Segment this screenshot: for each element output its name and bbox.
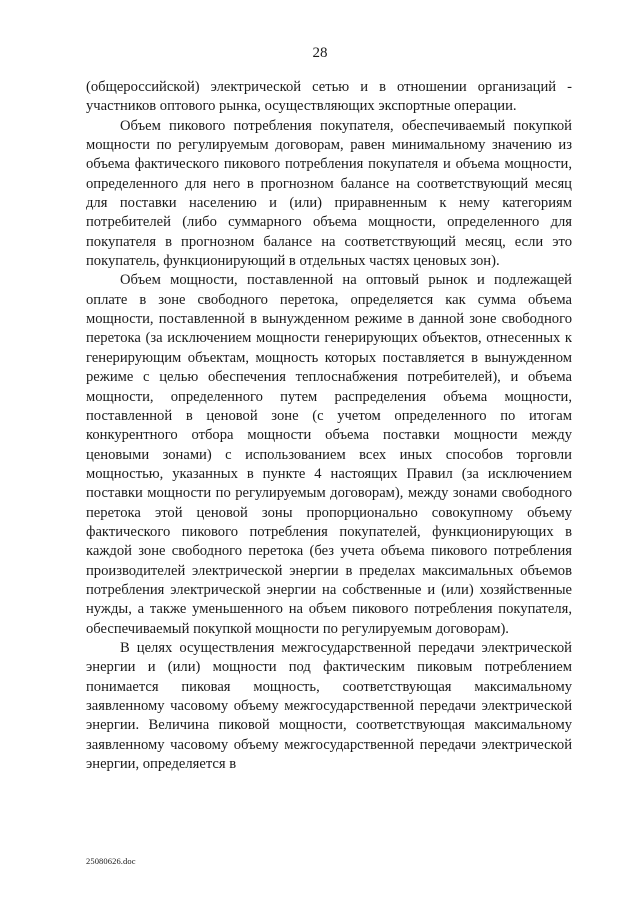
paragraph-2: Объем пикового потребления покупателя, обеспечиваемый покупкой мощности по регулируемым договорам, равен минимальному значению из объема фактического пикового потребления покупателя и объема мощности, определенного для него в прогнозном балансе на соответствующий месяц для поставки населению и (или) приравненным к нему категориям потребителей (либо суммарного объема мощности, определенного для покупателя в прогнозном балансе на соответствующий месяц, если это покупатель, функционирующий в отдельных частях ценовых зон). — [86, 117, 572, 270]
document-body — [86, 78, 572, 774]
paragraph-3: Объем мощности, поставленной на оптовый рынок и подлежащей оплате в зоне свободного перетока, определяется как сумма объема мощности, поставленной в вынужденном режиме в данной зоне свободного перетока (за исключением мощности генерирующих объектов, отнесенных к генерирующим объектам, мощность которых поставляется в вынужденном режиме с целью обеспечения теплоснабжения потребителей), и объема мощности, определенного путем распределения объема мощности, поставленной в ценовой зоне (с учетом определенного по итогам конкурентного отбора мощности объема поставки мощности между ценовыми зонами) с использованием всех иных способов торговли мощностью, указанных в пункте 4 настоящих Правил (за исключением поставки мощности по регулируемым договорам), между зонами свободного перетока этой ценовой зоны пропорционально совокупному объему фактического пикового потребления покупателей, функционирующих в каждой зоне свободного перетока (без учета объема пикового потребления производителей электрической энергии в пределах максимальных объемов потребления электрической энергии на собственные и (или) хозяйственные нужды, а также уменьшенного на объем пикового потребления покупателя, обеспечиваемый покупкой мощности по регулируемым договорам). — [86, 272, 572, 637]
footer-filename: 25080626.doc — [86, 856, 136, 866]
paragraph-4: В целях осуществления межгосударственной передачи электрической энергии и (или) мощности под фактическим пиковым потреблением понимается пиковая мощность, соответствующая максимальному заявленному часовому объему межгосударственной передачи электрической энергии. Величина пиковой мощности, соответствующая максимальному заявленному часовому объему межгосударственной передачи электрической энергии, определяется в — [86, 639, 572, 773]
page-number: 28 — [312, 45, 328, 61]
paragraph-1: (общероссийской) электрической сетью и в отношении организаций - участников оптового рынка, осуществляющих экспортные операции. — [86, 79, 572, 115]
